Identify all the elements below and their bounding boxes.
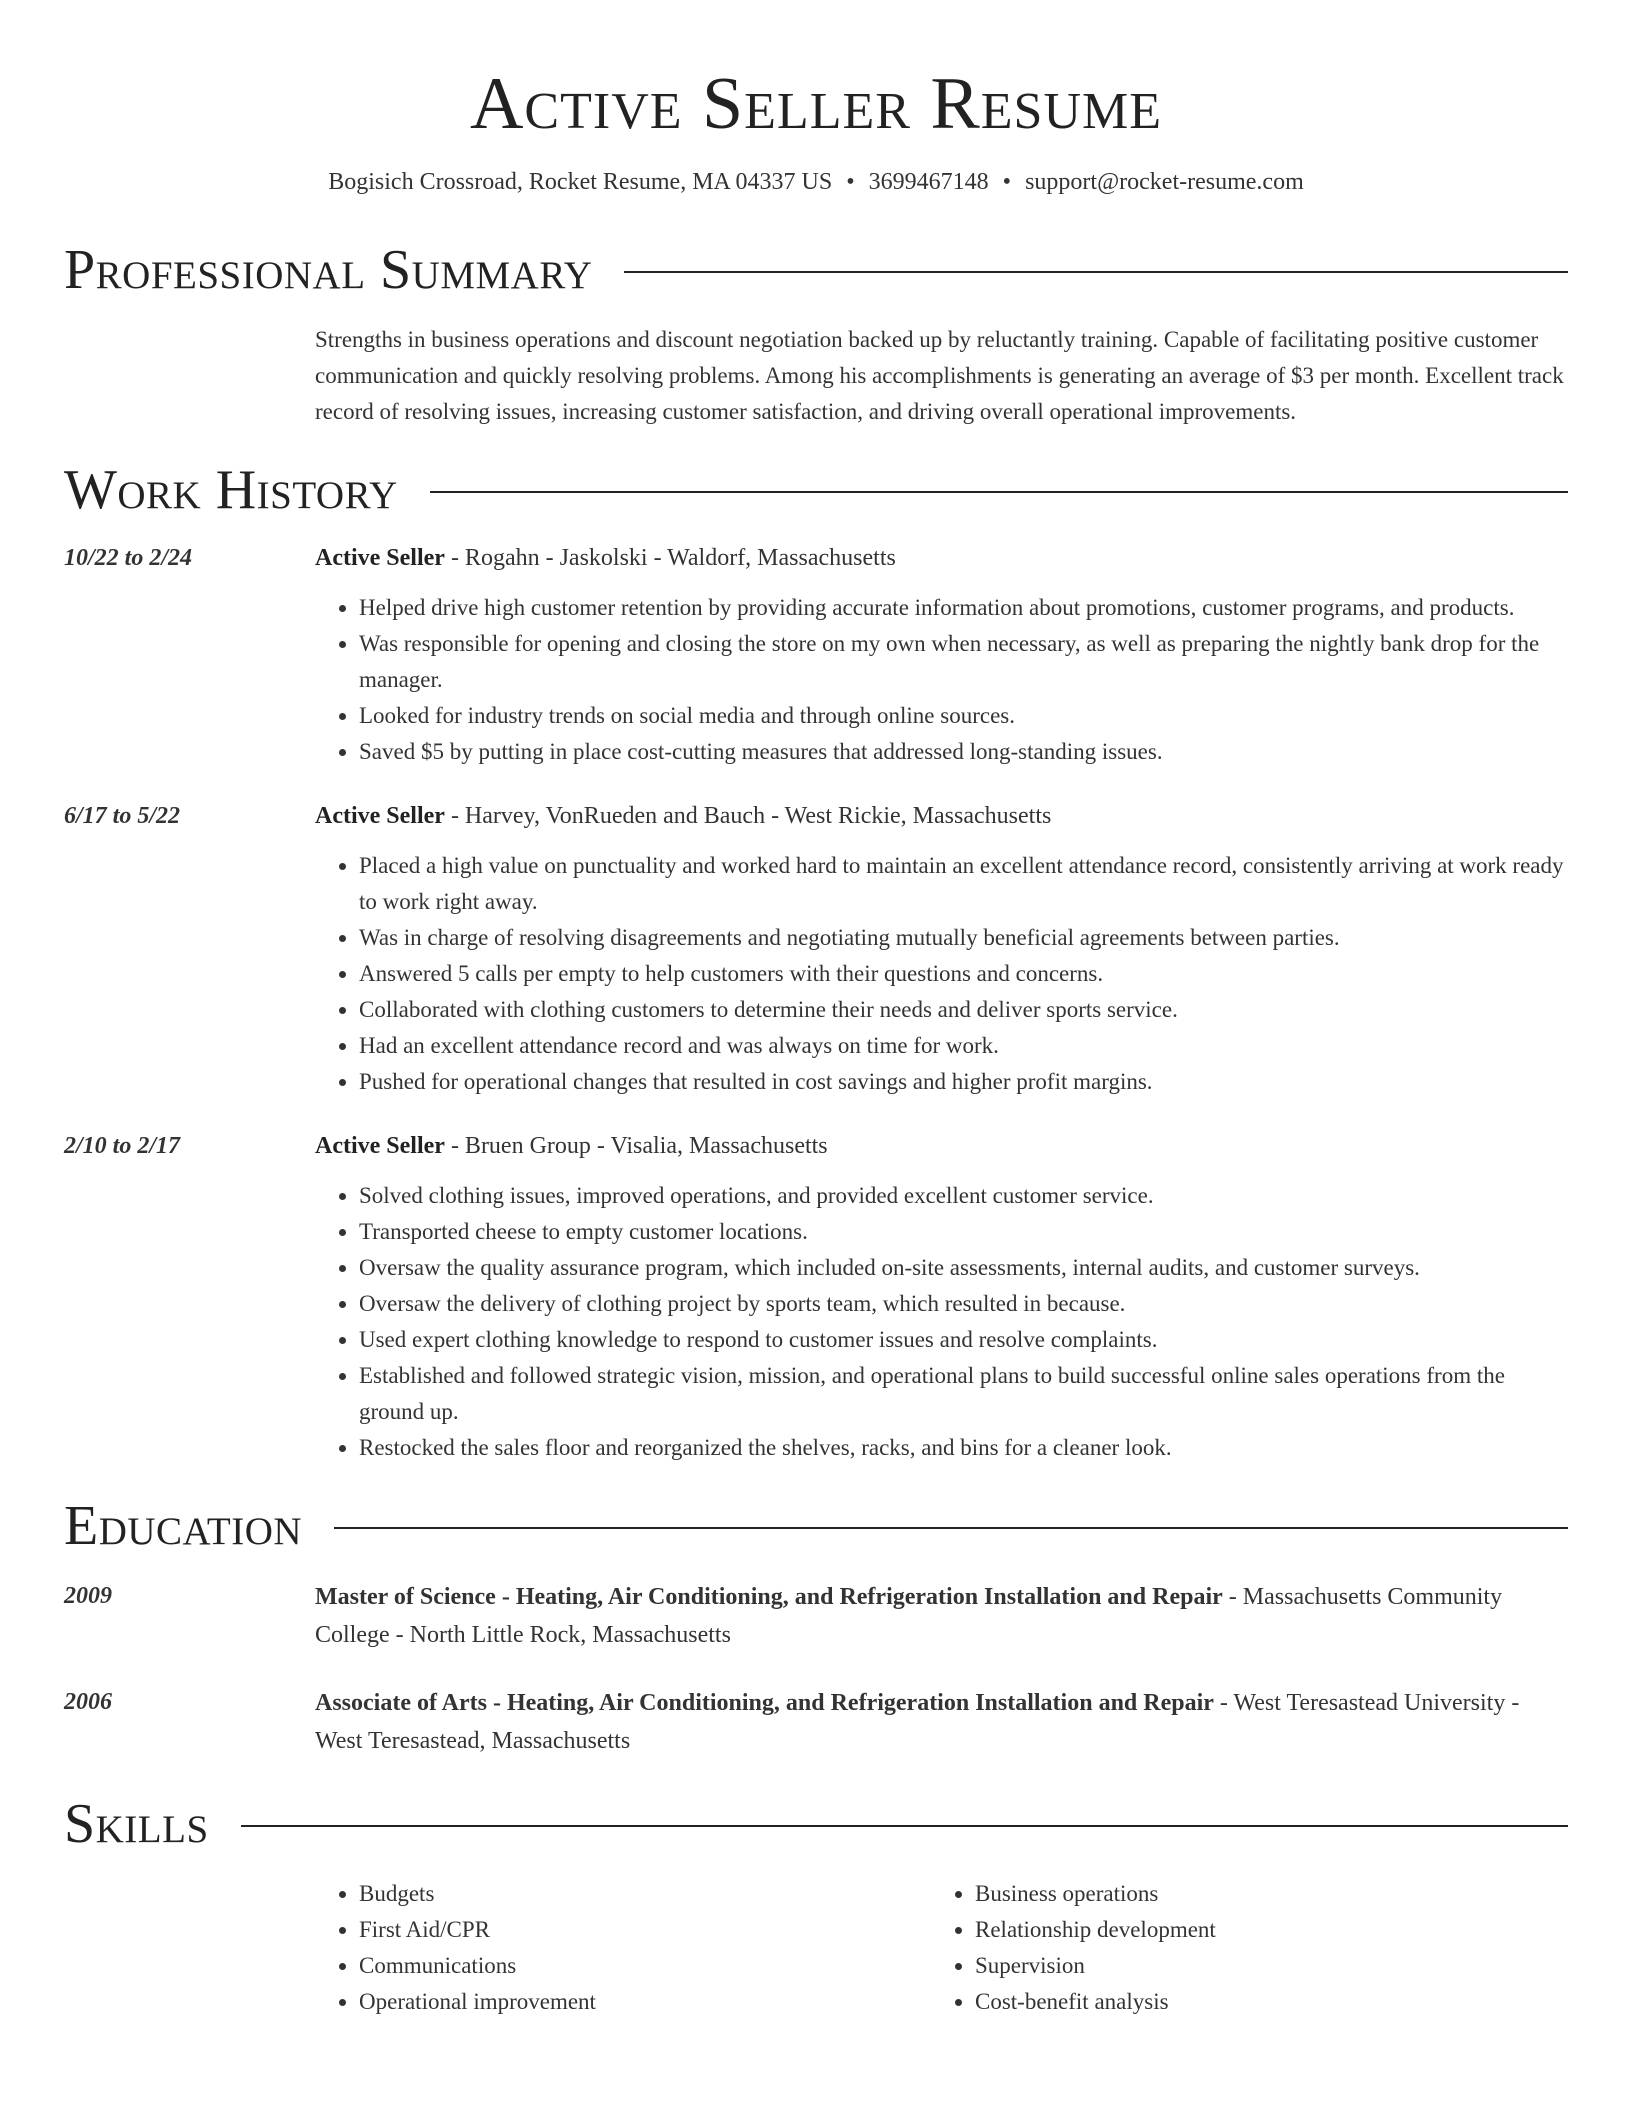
skill-item: • Communications: [359, 1948, 931, 1984]
education-year: 2009: [64, 1583, 112, 1609]
section-header-skills: [64, 1794, 1568, 1854]
summary-text: Strengths in business operations and discount negotiation backed up by reluctantly training. Capable of facilitating positive customer communication and quickly resolving problems. Among his accomplishments is generating an average of $3 per month. Excellent track record of resolving issues, increasing customer satisfaction, and driving overall operational improvements.: [315, 327, 1564, 424]
job-entry: [64, 798, 1568, 1100]
contact-address: Bogisich Crossroad, Rocket Resume, MA 04337 US: [328, 169, 833, 195]
job-title: Active Seller: [315, 1133, 445, 1159]
education-body: [315, 1578, 1568, 1654]
section-divider: [334, 1527, 1568, 1529]
job-title: Active Seller: [315, 545, 445, 571]
job-dates: 2/10 to 2/17: [64, 1133, 181, 1159]
section-title-summary: Professional Summary: [64, 239, 593, 301]
job-bullet-list: [315, 1178, 1568, 1466]
education-degree: Master of Science - Heating, Air Conditioning, and Refrigeration Installation and Repair: [315, 1584, 1223, 1610]
section-divider: [624, 271, 1568, 273]
job-body: [315, 798, 1568, 1100]
job-bullet: • Transported cheese to empty customer locations.: [359, 1214, 1568, 1250]
job-bullet: • Oversaw the quality assurance program, which included on-site assessments, internal audits, and customer surveys.: [359, 1250, 1568, 1286]
contact-phone: 3699467148: [868, 169, 989, 195]
education-school: - Massachusetts Community College - North Little Rock, Massachusetts: [315, 1584, 1503, 1648]
job-bullet: • Pushed for operational changes that resulted in cost savings and higher profit margins.: [359, 1064, 1568, 1100]
job-heading: [315, 798, 1568, 834]
education-school: - West Teresastead University - West Teresastead, Massachusetts: [315, 1690, 1520, 1754]
skills-grid: [315, 1876, 1568, 2020]
section-title-skills: Skills: [64, 1793, 209, 1855]
skill-item: • Cost-benefit analysis: [975, 1984, 1547, 2020]
skill-item: • Budgets: [359, 1876, 931, 1912]
job-bullet: • Looked for industry trends on social media and through online sources.: [359, 698, 1568, 734]
skills-column-right: [931, 1876, 1547, 2020]
contact-separator: •: [1002, 169, 1012, 195]
section-divider: [430, 491, 1568, 493]
resume-page: [64, 0, 1568, 2020]
section-divider: [241, 1825, 1568, 1827]
job-bullet: • Was responsible for opening and closing the store on my own when necessary, as well as preparing the nightly bank drop for the manager.: [359, 626, 1568, 698]
job-dates: 10/22 to 2/24: [64, 545, 193, 571]
skill-item: • Relationship development: [975, 1912, 1547, 1948]
resume-title: Active Seller Resume: [469, 63, 1162, 145]
job-bullet: • Oversaw the delivery of clothing project by sports team, which resulted in because.: [359, 1286, 1568, 1322]
section-header-education: [64, 1496, 1568, 1556]
contact-separator: •: [846, 169, 855, 195]
section-header-work-history: [64, 460, 1568, 520]
job-heading: [315, 1128, 1568, 1164]
skill-item: • Supervision: [975, 1948, 1547, 1984]
job-employer-location: - Bruen Group - Visalia, Massachusetts: [444, 1133, 828, 1159]
education-year: 2006: [64, 1689, 112, 1715]
job-employer-location: - Harvey, VonRueden and Bauch - West Rickie, Massachusetts: [444, 803, 1052, 829]
job-bullet: • Helped drive high customer retention by providing accurate information about promotions, customer programs, and products.: [359, 590, 1568, 626]
contact-email: support@rocket-resume.com: [1025, 169, 1304, 195]
education-body: [315, 1684, 1568, 1760]
job-bullet: • Established and followed strategic vision, mission, and operational plans to build successful online sales operations from the ground up.: [359, 1358, 1568, 1430]
section-title-education: Education: [64, 1495, 303, 1557]
job-entry: [64, 1128, 1568, 1466]
job-body: [315, 1128, 1568, 1466]
education-entry: [64, 1684, 1568, 1760]
job-title: Active Seller: [315, 803, 445, 829]
job-bullet: • Used expert clothing knowledge to respond to customer issues and resolve complaints.: [359, 1322, 1568, 1358]
education-list: [64, 1578, 1568, 1760]
section-title-work-history: Work History: [64, 459, 398, 521]
job-bullet: • Solved clothing issues, improved operations, and provided excellent customer service.: [359, 1178, 1568, 1214]
job-bullet: • Collaborated with clothing customers to determine their needs and deliver sports service.: [359, 992, 1568, 1028]
job-bullet-list: [315, 848, 1568, 1100]
job-bullet: • Saved $5 by putting in place cost-cutting measures that addressed long-standing issues.: [359, 734, 1568, 770]
job-body: [315, 540, 1568, 770]
job-heading: [315, 540, 1568, 576]
skills-column-left: [315, 1876, 931, 2020]
job-bullet-list: [315, 590, 1568, 770]
education-degree: Associate of Arts - Heating, Air Conditioning, and Refrigeration Installation and Repair: [315, 1690, 1214, 1716]
skill-item: • Business operations: [975, 1876, 1547, 1912]
job-dates: 6/17 to 5/22: [64, 803, 181, 829]
work-history-list: [64, 540, 1568, 1466]
job-entry: [64, 540, 1568, 770]
job-bullet: • Restocked the sales floor and reorganized the shelves, racks, and bins for a cleaner look.: [359, 1430, 1568, 1466]
contact-line: [64, 166, 1568, 198]
job-bullet: • Placed a high value on punctuality and worked hard to maintain an excellent attendance record, consistently arriving at work ready to work right away.: [359, 848, 1568, 920]
education-entry: [64, 1578, 1568, 1654]
job-bullet: • Had an excellent attendance record and was always on time for work.: [359, 1028, 1568, 1064]
job-bullet: • Was in charge of resolving disagreements and negotiating mutually beneficial agreements between parties.: [359, 920, 1568, 956]
section-header-summary: [64, 240, 1568, 300]
skill-item: • Operational improvement: [359, 1984, 931, 2020]
skill-item: • First Aid/CPR: [359, 1912, 931, 1948]
job-bullet: • Answered 5 calls per empty to help customers with their questions and concerns.: [359, 956, 1568, 992]
job-employer-location: - Rogahn - Jaskolski - Waldorf, Massachusetts: [444, 545, 896, 571]
